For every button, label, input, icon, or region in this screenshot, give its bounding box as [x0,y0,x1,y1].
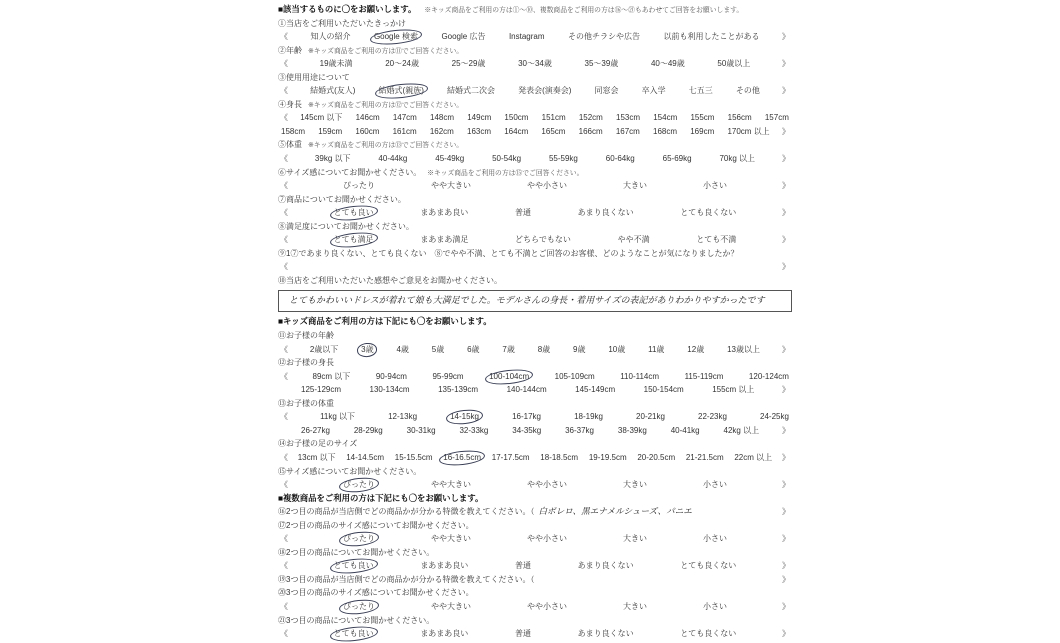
close-bracket: 》 [782,181,790,191]
option-choice[interactable]: 170cm 以上 [727,126,770,136]
question-label [278,220,792,234]
open-bracket: 《 [280,113,288,123]
option-choice[interactable]: 40-44kg [378,154,408,164]
option-choice[interactable]: 10歳 [608,344,626,354]
question-text: ⑪お子様の年齢 [278,331,334,341]
option-choice[interactable]: 105-109cm [554,371,595,381]
option-choice[interactable]: 154cm [653,113,678,123]
option-row [278,125,792,139]
question-text: ⑭お子様の足のサイズ [278,439,358,449]
option-row [278,627,792,641]
option-row [278,179,792,193]
open-bracket: 《 [280,561,288,571]
question-text: ⑳3つ目の商品のサイズ感についてお聞かせください。 [278,588,474,598]
open-bracket: 《 [280,86,288,96]
option-choice[interactable]: 135-139cm [438,385,479,395]
close-bracket: 》 [781,385,790,395]
option-choice[interactable]: 七五三 [688,86,713,96]
open-bracket: 《 [280,452,288,462]
question-text: ③使用用途について [278,72,350,82]
option-choice[interactable]: やや小さい [527,534,567,544]
question-text: ②年齢 [278,45,302,55]
option-choice[interactable]: 5歳 [431,344,445,354]
section-heading [278,492,792,506]
option-choice[interactable]: 6歳 [467,344,480,354]
option-choice[interactable]: とても良い [333,206,375,220]
option-choice[interactable]: とても良くない [680,208,737,218]
option-choice[interactable]: 19-19.5cm [588,452,627,462]
option-row [278,478,792,492]
question-label [278,193,792,207]
option-choice[interactable]: 普通 [514,208,531,218]
option-choice[interactable]: ぴったり [342,600,376,614]
open-bracket: 《 [280,601,288,611]
open-bracket: 《 [280,534,288,544]
option-row [278,370,792,384]
open-bracket: 《 [280,344,288,354]
option-choice[interactable]: 156cm [727,113,752,123]
question-label [278,519,792,533]
option-choice[interactable]: 140-144cm [506,385,547,395]
question-text: ⑦商品についてお聞かせください。 [278,194,406,204]
question-note: ※キッズ商品をご利用の方は⑮でご回答ください。 [427,169,584,177]
section-title: ■該当するものに〇をお願いします。 [278,4,417,14]
option-choice[interactable]: 159cm [318,126,343,136]
question-label [278,274,792,288]
option-choice[interactable]: 100-104cm [488,370,530,384]
option-choice[interactable]: 70kg 以上 [719,154,756,164]
question-text: ⑧満足度についてお聞かせください。 [278,221,414,231]
option-choice[interactable]: 38-39kg [617,425,647,435]
option-row [278,84,792,98]
option-choice[interactable]: 2歳以下 [309,344,339,354]
close-bracket: 》 [782,507,790,517]
option-choice[interactable]: 165cm [541,126,566,136]
question-label [278,247,792,261]
option-choice[interactable]: やや小さい [527,480,567,490]
option-row [278,233,792,247]
option-choice[interactable]: Instagram [508,32,545,42]
option-choice[interactable]: 24-25kg [760,412,789,422]
option-choice[interactable]: 3歳 [360,343,374,357]
option-choice[interactable]: 40〜49歳 [650,59,685,69]
option-choice[interactable]: 17-17.5cm [491,452,530,462]
option-choice[interactable]: 125-129cm [301,385,342,395]
question-label [278,397,792,411]
option-choice[interactable]: 147cm [392,113,417,123]
option-choice[interactable]: 発表会(演奏会) [518,86,572,96]
option-choice[interactable]: その他チラシや広告 [567,32,640,42]
option-choice[interactable]: とても良い [333,627,375,641]
option-choice[interactable]: 146cm [355,113,380,123]
option-choice[interactable]: 163cm [467,126,492,136]
option-choice[interactable]: やや大きい [431,534,471,544]
option-choice[interactable]: 14-14.5cm [346,452,385,462]
option-choice[interactable]: 20〜24歳 [385,59,419,69]
open-bracket: 《 [280,32,288,42]
option-choice[interactable]: 8歳 [537,344,551,354]
option-choice[interactable]: 7歳 [502,344,515,354]
close-bracket: 》 [781,629,790,639]
option-choice[interactable]: 13歳以上 [727,344,760,354]
question-label [278,98,792,112]
option-choice[interactable]: 22-23kg [698,412,727,422]
option-choice[interactable]: 11歳 [648,344,665,354]
option-choice[interactable]: 167cm [615,126,640,136]
close-bracket: 》 [782,262,790,272]
open-bracket: 《 [280,208,288,218]
option-choice[interactable]: やや大きい [431,601,471,611]
option-choice[interactable]: 95-99cm [432,371,464,381]
section-heading [278,315,792,329]
option-choice[interactable]: 145-149cm [575,385,616,395]
option-choice[interactable]: 9歳 [573,344,586,354]
option-choice[interactable]: 20-21kg [636,412,665,422]
close-bracket: 》 [781,208,790,218]
option-choice[interactable]: とても満足 [333,233,375,247]
option-choice[interactable]: 4歳 [396,344,409,354]
option-choice[interactable]: 148cm [430,113,455,123]
option-row [278,111,792,125]
option-choice[interactable]: 36-37kg [565,425,594,435]
option-choice[interactable]: 小さい [703,480,727,490]
option-choice[interactable]: 普通 [514,561,531,571]
open-bracket: 《 [280,371,288,381]
option-choice[interactable]: 60-64kg [605,154,635,164]
option-row [278,260,792,274]
open-bracket: 《 [280,629,288,639]
question-label [278,546,792,560]
question-text: ⑲3つ目の商品が当店側でどの商品かが分かる特徴を教えてください。（ [278,574,535,584]
option-choice[interactable]: 14-15kg [449,410,480,424]
section-note: ※キッズ商品をご利用の方は①〜⑩、複数商品をご利用の方は⑯〜㉑もあわせてご回答をお願いします。 [424,7,744,14]
option-row [278,532,792,546]
open-bracket: 《 [280,262,288,272]
question-note: ※キッズ商品をご利用の方は⑪でご回答ください。 [308,47,464,55]
option-choice[interactable]: 150-154cm [643,385,684,395]
option-choice[interactable]: 120-124cm [748,371,789,381]
question-text-wrap [278,573,538,587]
option-choice[interactable]: まあまあ良い [420,561,469,571]
question-label [278,614,792,628]
close-bracket: 》 [781,154,790,164]
option-choice[interactable]: 結婚式(友人) [310,86,356,96]
option-choice[interactable]: 160cm [355,126,380,136]
close-bracket: 》 [782,480,790,490]
option-choice[interactable]: 110-114cm [620,371,660,381]
option-choice[interactable]: 小さい [703,534,727,544]
close-bracket: 》 [782,534,790,544]
option-choice[interactable]: 39kg 以下 [314,154,351,164]
question-label [278,44,792,58]
option-choice[interactable]: 152cm [578,113,603,123]
option-choice[interactable]: 20-20.5cm [637,452,676,462]
option-choice[interactable]: 153cm [616,113,641,123]
question-label [278,465,792,479]
question-text: ⑮サイズ感についてお聞かせください。 [278,466,422,476]
option-choice[interactable]: やや小さい [527,181,567,191]
question-text: ⑫お子様の身長 [278,358,334,368]
option-choice[interactable]: 同窓会 [594,86,619,96]
question-label [278,586,792,600]
option-choice[interactable]: 結婚式(親族) [378,84,425,98]
option-row [278,600,792,614]
option-choice[interactable]: やや小さい [527,601,567,611]
option-row [278,343,792,357]
question-text: ①当店をご利用いただいたきっかけ [278,18,406,28]
option-choice[interactable]: 90-94cm [375,371,407,381]
open-bracket: 《 [280,181,288,191]
open-bracket: 《 [280,235,288,245]
question-label [278,138,792,152]
option-choice[interactable]: 知人の紹介 [310,32,351,42]
option-choice[interactable]: 22cm 以上 [734,452,773,462]
option-choice[interactable]: 50歳以上 [717,59,751,69]
option-choice[interactable]: 15-15.5cm [394,452,433,462]
option-choice[interactable]: 18-19kg [574,412,603,422]
option-choice[interactable]: 12歳 [687,344,705,354]
question-note: ※キッズ商品をご利用の方は⑫でご回答ください。 [308,101,464,109]
option-choice[interactable]: 155cm [690,113,715,123]
open-bracket: 《 [280,480,288,490]
question-text-wrap [278,505,692,519]
option-choice[interactable]: とても良くない [680,629,737,639]
option-choice[interactable]: 35〜39歳 [584,59,619,69]
option-choice[interactable]: 小さい [703,601,727,611]
question-text: ⑨1⑦であまり良くない、とても良くない ⑧でやや不満、とても不満とご回答のお客様、どのようなことが気になりましたか？ [278,248,739,258]
option-choice[interactable]: 65-69kg [662,154,692,164]
option-choice[interactable]: 45-49kg [435,154,465,164]
option-choice[interactable]: 30-31kg [406,425,436,435]
close-bracket: 》 [781,235,790,245]
option-choice[interactable]: 158cm [281,126,306,136]
option-row [278,30,792,44]
option-choice[interactable]: Google 広告 [441,32,486,42]
survey-sheet [278,3,792,641]
option-choice[interactable]: 161cm [392,126,417,136]
close-bracket: 》 [781,126,790,136]
option-choice[interactable]: 150cm [504,113,529,123]
option-choice[interactable]: 大きい [623,601,647,611]
option-choice[interactable]: 42kg 以上 [723,425,760,435]
option-choice[interactable]: 大きい [623,181,647,191]
option-row [278,424,792,438]
option-choice[interactable]: 151cm [541,113,566,123]
open-bracket: 《 [280,59,288,69]
option-choice[interactable]: どちらでもない [515,235,571,245]
option-choice[interactable]: 157cm [764,113,789,123]
option-row [278,206,792,220]
close-bracket: 》 [781,59,790,69]
option-choice[interactable]: 130-134cm [369,385,410,395]
comment-box[interactable]: とてもかわいいドレスが着れて娘も大満足でした。モデルさんの身長・着用サイズの表記がありわかりやすかったです [278,290,792,312]
option-choice[interactable]: まあまあ満足 [420,235,469,245]
option-choice[interactable]: やや不満 [617,235,650,245]
close-bracket: 》 [782,601,790,611]
free-text-question [278,573,792,587]
question-label [278,17,792,31]
option-choice[interactable]: 30〜34歳 [518,59,552,69]
option-choice[interactable]: 卒入学 [641,86,666,96]
option-choice[interactable]: 162cm [429,126,454,136]
option-choice[interactable]: 89cm 以下 [312,371,351,381]
option-choice[interactable]: 19歳未満 [319,59,353,69]
option-row [278,57,792,71]
option-choice[interactable]: まあまあ良い [420,208,469,218]
option-choice[interactable]: 28-29kg [353,425,383,435]
question-label [278,329,792,343]
option-choice[interactable]: 16-17kg [512,412,541,422]
question-note: ※キッズ商品をご利用の方は⑬でご回答ください。 [308,142,464,150]
option-choice[interactable]: 168cm [653,126,678,136]
option-row [278,451,792,465]
option-choice[interactable]: その他 [735,86,760,96]
handwritten-answer[interactable]: 白ボレロ、黒エナメルシューズ、パニエ [538,507,692,518]
close-bracket: 》 [781,344,790,354]
option-choice[interactable]: あまり良くない [577,561,634,571]
option-choice[interactable]: まあまあ良い [420,629,469,639]
option-choice[interactable]: 32-33kg [459,425,489,435]
question-text: ⑩当店をご利用いただいた感想やご意見をお聞かせください。 [278,275,502,285]
close-bracket: 》 [782,574,790,584]
question-label [278,437,792,451]
option-choice[interactable]: 16-16.5cm [442,451,482,465]
option-choice[interactable]: 40-41kg [670,425,700,435]
section-title: ■キッズ商品をご利用の方は下記にも〇をお願いします。 [278,316,492,327]
close-bracket: 》 [781,561,790,571]
option-choice[interactable]: とても不満 [696,235,737,245]
close-bracket: 》 [781,86,790,96]
close-bracket: 》 [781,452,790,462]
free-text-question [278,505,792,519]
question-text: ④身長 [278,99,302,109]
option-choice[interactable]: Google 検索 [373,30,419,44]
option-choice[interactable]: 以前も利用したことがある [663,32,760,42]
option-choice[interactable]: 164cm [504,126,529,136]
option-choice[interactable]: とても良くない [680,561,737,571]
option-choice[interactable]: ぴったり [343,181,375,191]
option-choice[interactable]: 普通 [514,629,531,639]
option-choice[interactable]: あまり良くない [577,629,634,639]
option-choice[interactable]: 12-13kg [388,412,418,422]
option-choice[interactable]: 18-18.5cm [540,452,579,462]
option-choice[interactable]: 145cm 以下 [300,113,343,123]
option-choice[interactable]: 13cm 以下 [297,452,336,462]
option-choice[interactable]: ぴったり [342,478,376,492]
question-text: ⑱2つ目の商品についてお聞かせください。 [278,547,435,557]
option-choice[interactable]: 26-27kg [301,425,330,435]
option-choice[interactable]: 大きい [623,534,647,544]
section-heading [278,3,792,17]
open-bracket: 《 [280,154,288,164]
option-row [278,383,792,397]
close-bracket: 》 [781,32,790,42]
option-choice[interactable]: やや大きい [431,480,471,490]
question-text: ⑯2つ目の商品が当店側でどの商品かが分かる特徴を教えてください。（ [278,507,535,517]
option-choice[interactable]: 155cm 以上 [712,385,755,395]
question-label [278,356,792,370]
option-choice[interactable]: 34-35kg [512,425,542,435]
option-choice[interactable]: 大きい [623,480,647,490]
option-choice[interactable]: とても良い [333,559,375,573]
open-bracket: 《 [280,412,288,422]
section-title: ■複数商品をご利用の方は下記にも〇をお願いします。 [278,492,484,503]
option-row [278,559,792,573]
question-text: ⑥サイズ感についてお聞かせください。 [278,167,422,177]
option-choice[interactable]: 169cm [690,126,715,136]
option-choice[interactable]: 50-54kg [492,154,522,164]
option-choice[interactable]: 25〜29歳 [451,59,486,69]
question-text: ⑤体重 [278,140,302,150]
option-choice[interactable]: 55-59kg [548,154,578,164]
option-choice[interactable]: 149cm [467,113,492,123]
question-text: ㉑3つ目の商品についてお聞かせください。 [278,615,435,625]
question-text: ⑬お子様の体重 [278,398,334,408]
option-row [278,410,792,424]
close-bracket: 》 [781,425,790,435]
question-label [278,71,792,85]
option-choice[interactable]: 結婚式二次会 [446,86,495,96]
option-row [278,152,792,166]
option-choice[interactable]: 115-119cm [684,371,724,381]
option-choice[interactable]: 21-21.5cm [685,452,724,462]
option-choice[interactable]: 小さい [703,181,727,191]
option-choice[interactable]: 166cm [578,126,603,136]
option-choice[interactable]: 11kg 以下 [320,412,356,422]
option-choice[interactable]: あまり良くない [577,208,634,218]
option-choice[interactable]: やや大きい [431,181,471,191]
question-text: ⑰2つ目の商品のサイズ感についてお聞かせください。 [278,520,474,530]
question-label [278,166,792,180]
option-choice[interactable]: ぴったり [342,532,376,546]
